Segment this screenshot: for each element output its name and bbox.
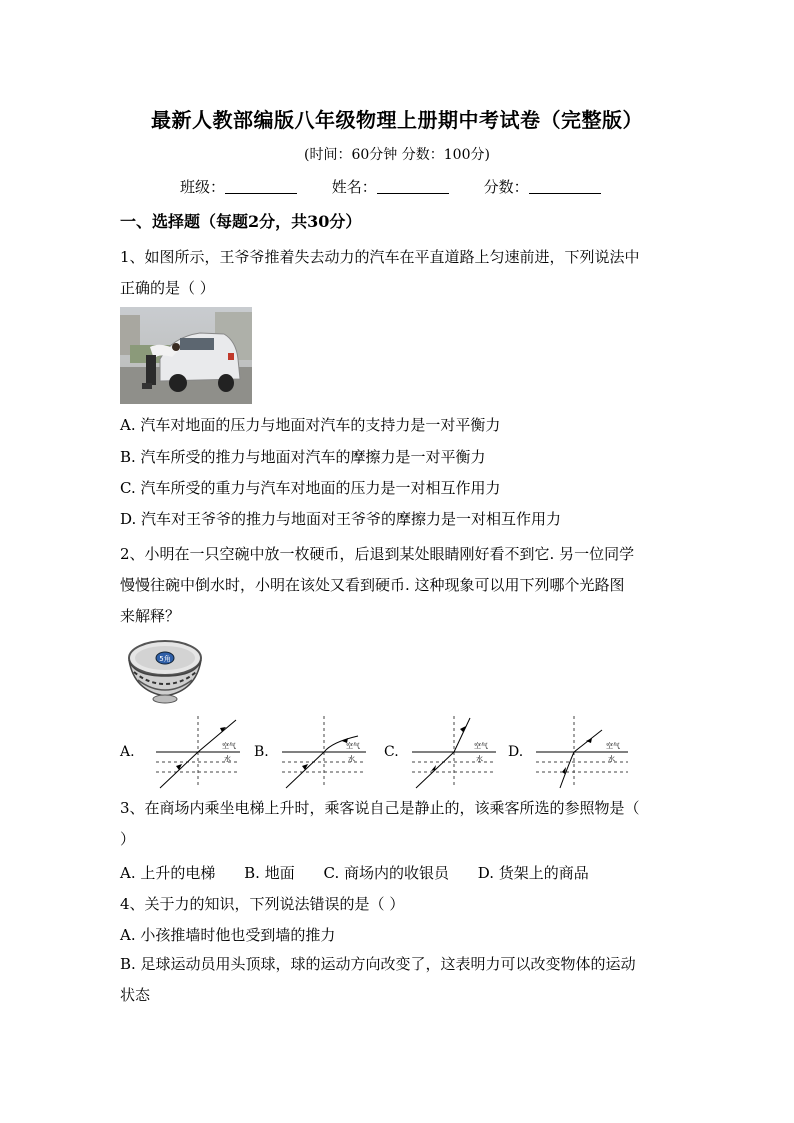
q4-option-b: [120, 949, 680, 1011]
q3-stem: [120, 793, 680, 855]
student-info-row: [180, 176, 631, 197]
q1-stem-line1: 1、如图所示，王爷爷推着失去动力的汽车在平直道路上匀速前进，下列说法中: [120, 248, 640, 266]
q4-option-a: A. 小孩推墙时他也受到墙的推力: [120, 926, 336, 944]
q2-stem-line1: 2、小明在一只空碗中放一枚硬币，后退到某处眼睛刚好看不到它. 另一位同学: [120, 545, 635, 563]
diagram-a-air: 空气: [222, 742, 236, 750]
bowl-coin-photo: [126, 636, 204, 704]
diagram-d-label: D.: [508, 744, 524, 760]
coin-label: 5角: [159, 655, 171, 663]
q3-option-c: C. 商场内的收银员: [323, 864, 449, 882]
q2-stem: [120, 539, 680, 632]
diagram-b-label: B.: [254, 744, 269, 760]
q2-stem-line3: 来解释？: [120, 607, 181, 625]
diagram-a-water: 水: [224, 755, 231, 763]
name-blank[interactable]: [377, 179, 449, 194]
name-label: 姓名：: [331, 178, 377, 196]
class-blank[interactable]: [225, 179, 297, 194]
q4-option-b-line1: B. 足球运动员用头顶球，球的运动方向改变了，这表明力可以改变物体的运动: [120, 955, 636, 973]
q4-option-b-line2: 状态: [120, 986, 151, 1004]
q4-stem: 4、关于力的知识，下列说法错误的是（ ）: [120, 895, 405, 913]
q3-stem-line2: ）: [120, 830, 136, 848]
section-heading: 一、选择题（每题2分，共30分）: [120, 212, 362, 231]
q1-option-d: D. 汽车对王爷爷的推力与地面对王爷爷的摩擦力是一对相互作用力: [120, 510, 562, 528]
q3-option-b: B. 地面: [244, 864, 295, 882]
diagram-b-water: 水: [348, 755, 355, 763]
car-push-photo: [120, 307, 252, 404]
q1-option-a: A. 汽车对地面的压力与地面对汽车的支持力是一对平衡力: [120, 416, 501, 434]
diagram-d: [532, 716, 628, 790]
diagram-b-air: 空气: [346, 742, 360, 750]
class-label: 班级：: [180, 178, 226, 196]
q3-options: [120, 862, 613, 883]
q3-stem-line1: 3、在商场内乘坐电梯上升时，乘客说自己是静止的，该乘客所选的参照物是（: [120, 799, 640, 817]
page-title: 最新人教部编版八年级物理上册期中考试卷（完整版）: [151, 108, 643, 132]
q3-option-a: A. 上升的电梯: [120, 864, 216, 882]
diagram-c: [408, 716, 496, 790]
diagram-c-label: C.: [384, 744, 399, 760]
q2-stem-line2: 慢慢往碗中倒水时，小明在该处又看到硬币. 这种现象可以用下列哪个光路图: [120, 576, 625, 594]
score-label: 分数：: [483, 178, 529, 196]
diagram-a: [152, 716, 240, 790]
q1-option-b: B. 汽车所受的推力与地面对汽车的摩擦力是一对平衡力: [120, 448, 486, 466]
diagram-b: [278, 716, 366, 790]
light-path-diagrams: [120, 716, 680, 790]
diagram-d-water: 水: [608, 755, 615, 763]
q1-stem: [120, 242, 680, 304]
diagram-c-water: 水: [476, 755, 483, 763]
q3-option-d: D. 货架上的商品: [477, 864, 589, 882]
score-blank[interactable]: [529, 179, 601, 194]
exam-time-score: (时间：60分钟 分数：100分): [304, 147, 490, 163]
q1-option-c: C. 汽车所受的重力与汽车对地面的压力是一对相互作用力: [120, 479, 501, 497]
diagram-d-air: 空气: [606, 742, 620, 750]
diagram-c-air: 空气: [474, 742, 488, 750]
diagram-a-label: A.: [120, 744, 135, 760]
q1-stem-line2: 正确的是（ ）: [120, 279, 215, 297]
